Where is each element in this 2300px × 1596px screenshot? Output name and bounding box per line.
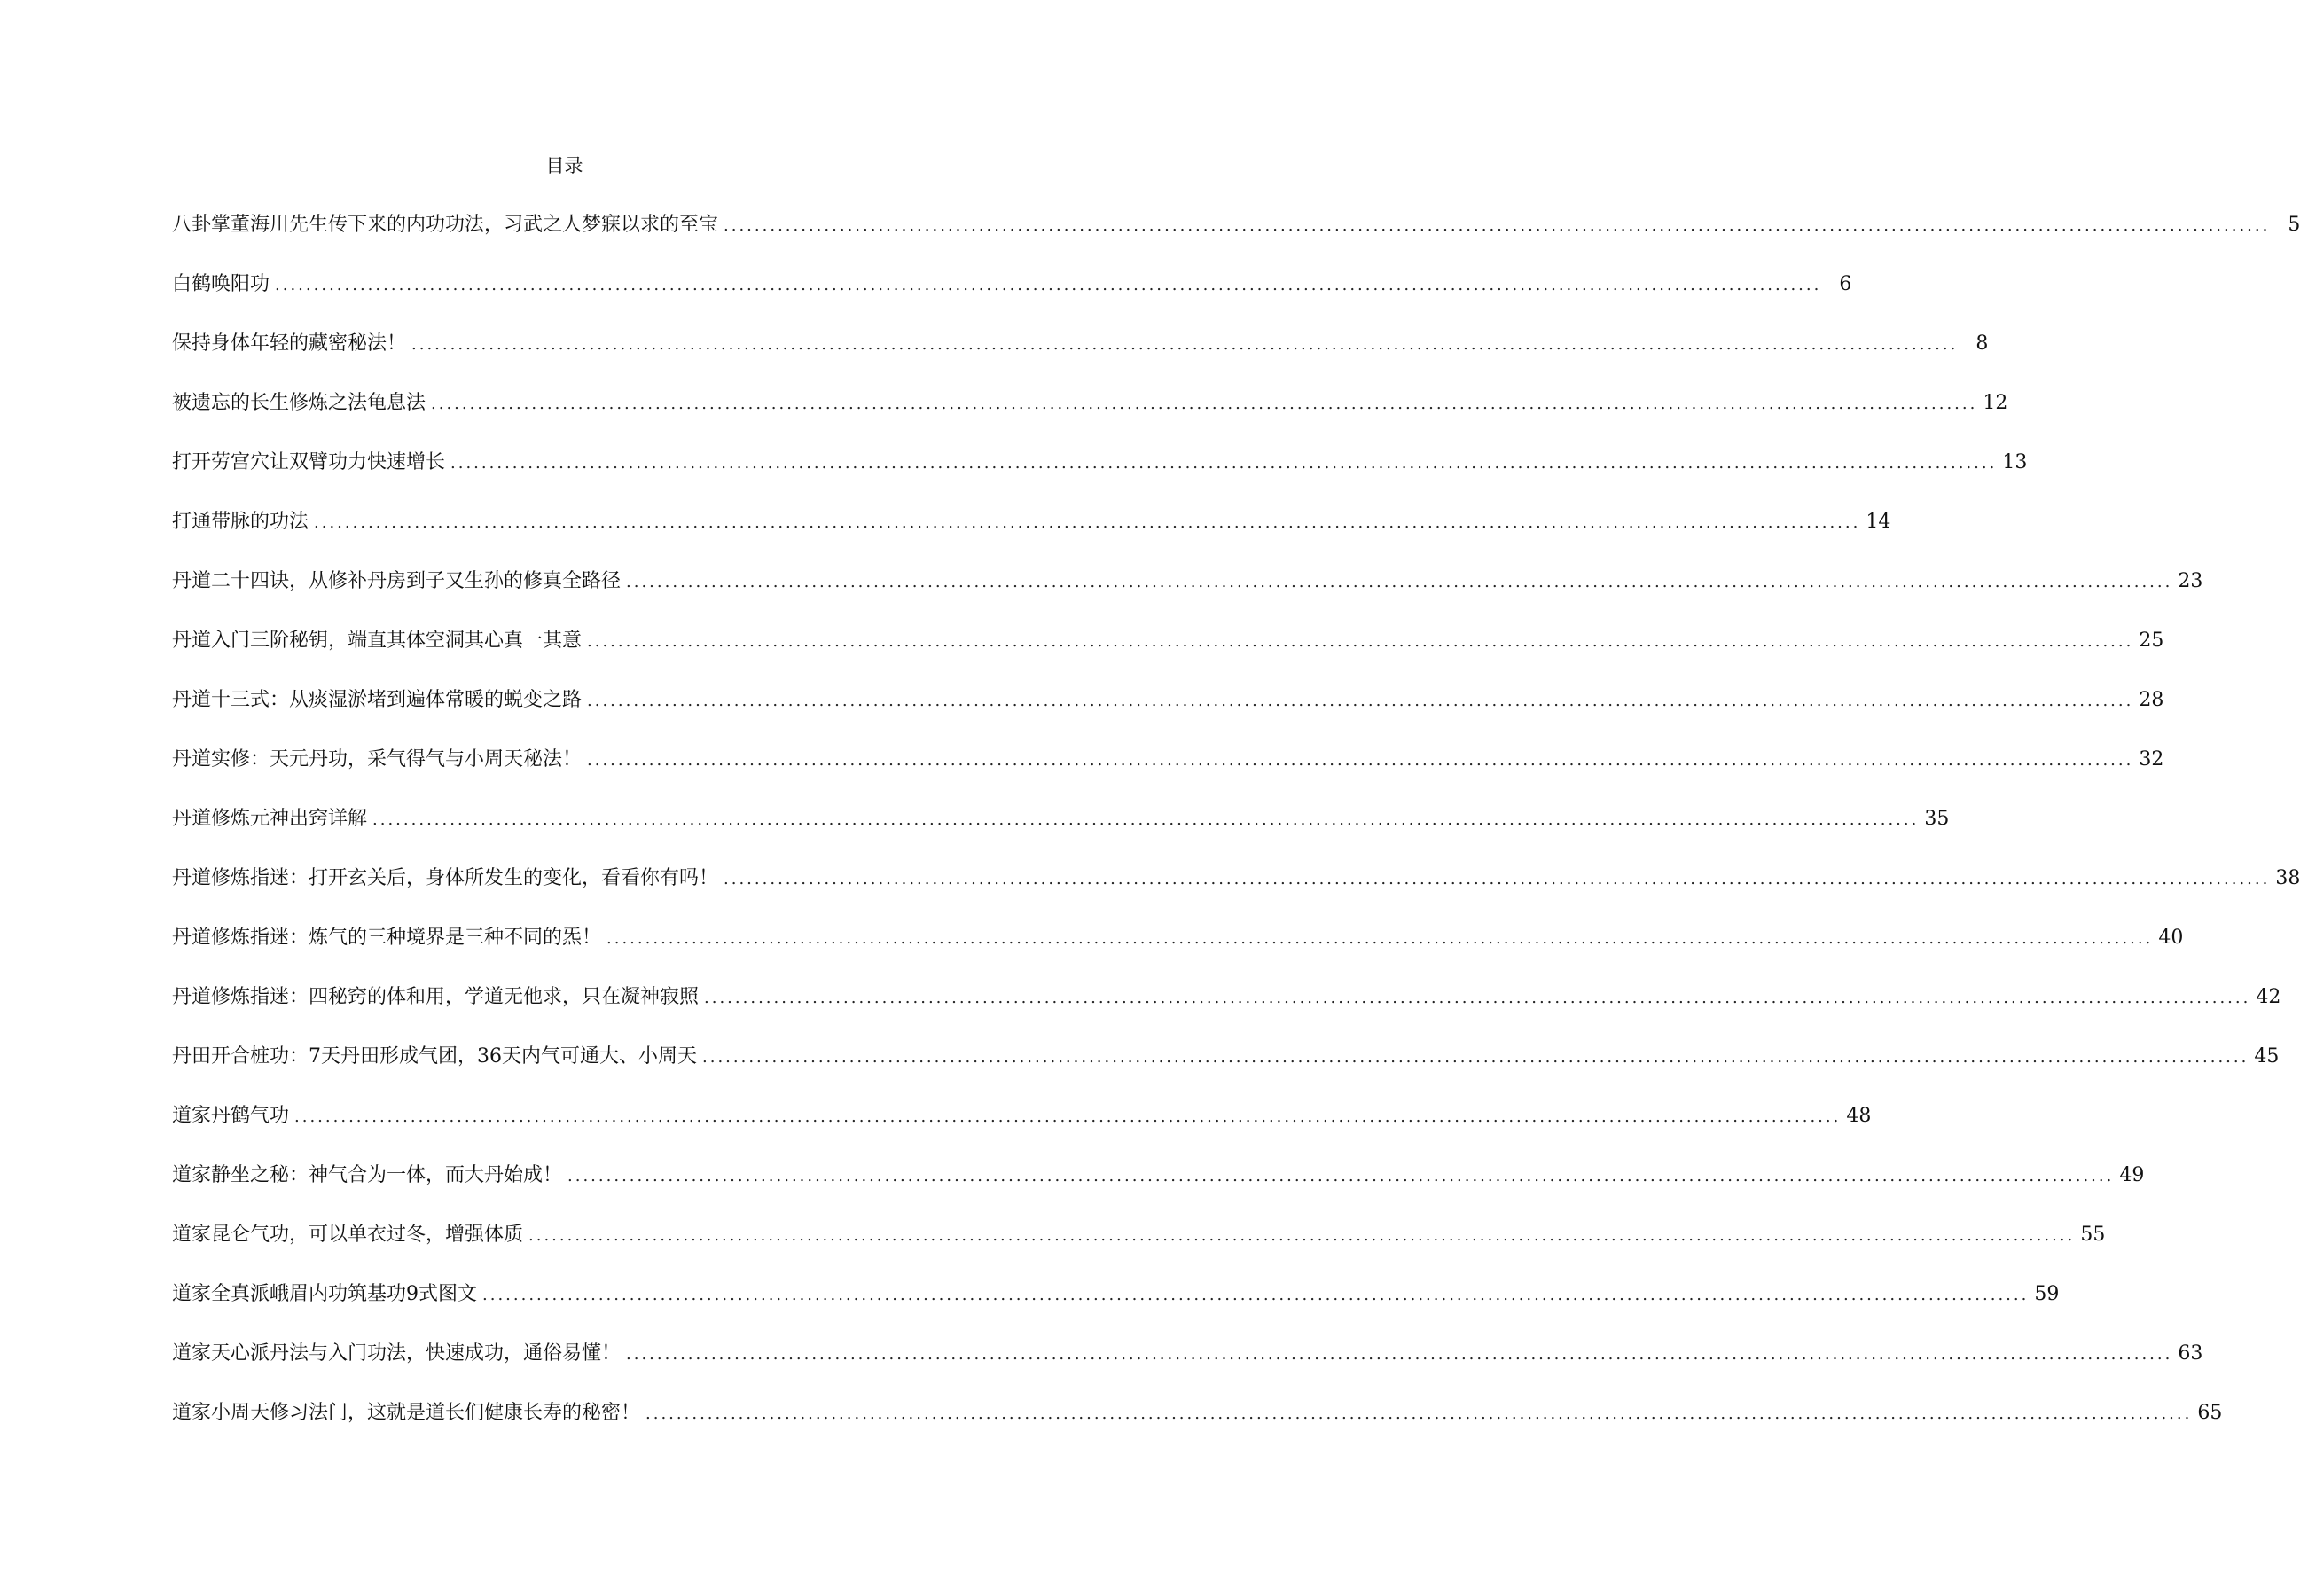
toc-entry[interactable] — [172, 863, 2300, 922]
toc-page-number: 28 — [2139, 689, 2164, 711]
toc-dot-leader: ........................................................................................................................................................................................................ — [294, 1107, 1842, 1126]
toc-entry-title: 丹道修炼元神出窍详解 — [172, 808, 368, 830]
toc-entry-title: 道家丹鹤气功 — [172, 1105, 290, 1127]
toc-page-number: 42 — [2256, 986, 2281, 1008]
toc-entry[interactable] — [172, 744, 2164, 803]
toc-entry-title: 打开劳宫穴让双臂功力快速增长 — [172, 451, 446, 473]
toc-dot-leader: ........................................................................................................................................................................................................ — [528, 1226, 2076, 1245]
toc-entry-title: 道家小周天修习法门，这就是道长们健康长寿的秘密！ — [172, 1402, 641, 1424]
toc-dot-leader: ........................................................................................................................................................................................................ — [626, 1345, 2173, 1364]
toc-page-number: 65 — [2197, 1402, 2223, 1424]
toc-entry[interactable] — [172, 922, 2184, 982]
toc-page-number: 32 — [2139, 748, 2164, 771]
toc-list — [172, 209, 2300, 1457]
toc-entry-title: 道家昆仑气功，可以单衣过冬，增强体质 — [172, 1224, 524, 1246]
toc-dot-leader: ........................................................................................................................................................................................................ — [450, 454, 1998, 473]
toc-page-number: 35 — [1924, 808, 1950, 830]
toc-dot-leader: ........................................................................................................................................................................................................ — [275, 276, 1822, 294]
toc-dot-leader: ........................................................................................................................................................................................................ — [482, 1286, 2030, 1304]
toc-dot-leader: ........................................................................................................................................................................................................ — [587, 632, 2134, 651]
toc-page-number: 63 — [2178, 1342, 2203, 1365]
toc-page-number: 45 — [2254, 1045, 2280, 1068]
toc-page-number: 40 — [2158, 927, 2184, 949]
toc-dot-leader: ........................................................................................................................................................................................................ — [314, 513, 1861, 532]
toc-entry[interactable] — [172, 566, 2203, 625]
toc-entry[interactable] — [172, 447, 2028, 506]
toc-dot-leader: ........................................................................................................................................................................................................ — [724, 870, 2271, 888]
toc-page-number: 8 — [1975, 332, 1989, 355]
toc-entry-title: 白鹤唤阳功 — [172, 273, 270, 295]
toc-entry[interactable] — [172, 328, 1989, 387]
toc-entry[interactable] — [172, 506, 1891, 566]
toc-entry[interactable] — [172, 803, 1950, 863]
toc-page-number: 6 — [1839, 273, 1852, 295]
toc-entry-title: 道家全真派峨眉内功筑基功9式图文 — [172, 1283, 477, 1305]
toc-dot-leader: ........................................................................................................................................................................................................ — [645, 1404, 2193, 1423]
toc-entry[interactable] — [172, 685, 2164, 744]
toc-entry[interactable] — [172, 1041, 2280, 1100]
toc-entry-title: 道家天心派丹法与入门功法，快速成功，通俗易懂！ — [172, 1342, 622, 1365]
toc-dot-leader: ........................................................................................................................................................................................................ — [704, 989, 2251, 1007]
toc-page-number: 49 — [2119, 1164, 2145, 1186]
toc-page-number: 23 — [2178, 570, 2203, 592]
toc-entry[interactable] — [172, 625, 2164, 685]
toc-entry[interactable] — [172, 1397, 2223, 1457]
toc-page-number: 48 — [1846, 1105, 1872, 1127]
toc-entry[interactable] — [172, 1100, 1872, 1160]
toc-entry-title: 八卦掌董海川先生传下来的内功功法，习武之人梦寐以求的至宝 — [172, 214, 719, 236]
toc-page-number: 25 — [2139, 630, 2164, 652]
toc-page-number: 14 — [1866, 511, 1891, 533]
toc-page-number: 13 — [2002, 451, 2028, 473]
toc-page-number: 12 — [1983, 392, 2008, 414]
toc-entry[interactable] — [172, 1338, 2203, 1397]
toc-dot-leader: ........................................................................................................................................................................................................ — [431, 395, 1978, 413]
toc-dot-leader: ........................................................................................................................................................................................................ — [587, 692, 2134, 710]
toc-page-number: 59 — [2034, 1283, 2060, 1305]
toc-entry-title: 丹道入门三阶秘钥，端直其体空洞其心真一其意 — [172, 630, 583, 652]
toc-dot-leader: ........................................................................................................................................................................................................ — [587, 751, 2134, 770]
toc-title: 目录 — [545, 155, 583, 176]
toc-page-number: 5 — [2288, 214, 2300, 236]
toc-dot-leader: ........................................................................................................................................................................................................ — [567, 1167, 2115, 1185]
toc-entry-title: 保持身体年轻的藏密秘法！ — [172, 332, 407, 355]
toc-dot-leader: ........................................................................................................................................................................................................ — [606, 929, 2154, 948]
toc-entry-title: 丹道二十四诀，从修补丹房到子又生孙的修真全路径 — [172, 570, 622, 592]
toc-dot-leader: ........................................................................................................................................................................................................ — [724, 216, 2271, 235]
toc-entry-title: 丹道十三式：从痰湿淤堵到遍体常暖的蜕变之路 — [172, 689, 583, 711]
toc-entry[interactable] — [172, 387, 2008, 447]
toc-entry-title: 被遗忘的长生修炼之法龟息法 — [172, 392, 426, 414]
toc-entry[interactable] — [172, 982, 2281, 1041]
toc-entry[interactable] — [172, 209, 2300, 269]
toc-entry-title: 道家静坐之秘：神气合为一体，而大丹始成！ — [172, 1164, 563, 1186]
toc-dot-leader: ........................................................................................................................................................................................................ — [411, 335, 1959, 354]
toc-entry-title: 丹道修炼指迷：炼气的三种境界是三种不同的炁！ — [172, 927, 602, 949]
toc-dot-leader: ........................................................................................................................................................................................................ — [702, 1048, 2249, 1067]
toc-page-number: 38 — [2275, 867, 2300, 889]
toc-entry[interactable] — [172, 1160, 2145, 1219]
toc-entry[interactable] — [172, 269, 1852, 328]
toc-entry[interactable] — [172, 1279, 2060, 1338]
toc-entry-title: 丹道修炼指迷：四秘窍的体和用，学道无他求，只在凝神寂照 — [172, 986, 700, 1008]
toc-entry-title: 丹道实修：天元丹功，采气得气与小周天秘法！ — [172, 748, 583, 771]
toc-entry-title: 打通带脉的功法 — [172, 511, 309, 533]
toc-page-number: 55 — [2080, 1224, 2106, 1246]
toc-dot-leader: ........................................................................................................................................................................................................ — [372, 810, 1920, 829]
toc-entry-title: 丹田开合桩功：7天丹田形成气团，36天内气可通大、小周天 — [172, 1045, 697, 1068]
toc-entry[interactable] — [172, 1219, 2106, 1279]
toc-dot-leader: ........................................................................................................................................................................................................ — [626, 573, 2173, 591]
toc-entry-title: 丹道修炼指迷：打开玄关后，身体所发生的变化，看看你有吗！ — [172, 867, 719, 889]
